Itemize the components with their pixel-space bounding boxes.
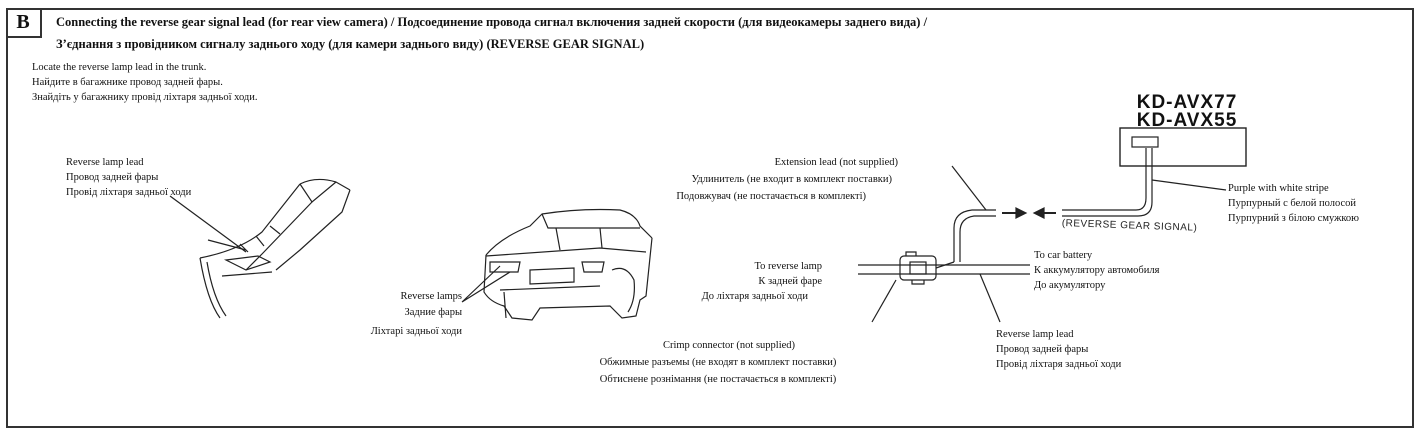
- label-line: Провід ліхтаря задньої ходи: [996, 359, 1122, 370]
- model-name: KD-AVX77: [1136, 92, 1238, 113]
- label-line: To reverse lamp: [754, 261, 822, 272]
- unit-model-labels: [1128, 94, 1246, 130]
- car-illustration: [462, 210, 652, 321]
- label-crimp-connector: [580, 337, 856, 388]
- label-line: Обжимные разъемы (не входят в комплект поставки): [599, 357, 837, 368]
- label-reverse-lamp-lead: [996, 327, 1121, 372]
- reverse-gear-signal-label: (REVERSE GEAR SIGNAL): [1061, 218, 1198, 234]
- label-line: Extension lead (not supplied): [774, 157, 898, 168]
- label-line: Провод задней фары: [66, 172, 159, 183]
- label-line: К аккумулятору автомобиля: [1034, 265, 1160, 276]
- label-line: К задней фаре: [758, 276, 822, 287]
- label-reverse-lamps: [318, 289, 462, 342]
- label-line: До акумулятору: [1034, 280, 1106, 291]
- model-name: KD-AVX55: [1136, 110, 1238, 131]
- label-line: Пурпурний з білою смужкою: [1228, 213, 1360, 224]
- label-line: Обтиснене рознімання (не постачається в комплекті): [599, 374, 837, 385]
- label-trunk-reverse-lamp-lead: [66, 155, 191, 200]
- label-line: До ліхтаря задньої ходи: [701, 291, 808, 302]
- label-purple-white-stripe: [1228, 181, 1359, 226]
- label-line: Удлинитель (не входит в комплект поставки): [691, 174, 892, 185]
- instruction-line: Locate the reverse lamp lead in the trunk.: [32, 62, 207, 73]
- section-badge: B: [6, 8, 42, 38]
- label-line: Reverse lamp lead: [996, 329, 1074, 340]
- label-line: Ліхтарі задньої ходи: [370, 326, 462, 337]
- instruction-line: Знайдіть у багажнику провід ліхтаря задньої ходи.: [32, 92, 258, 103]
- label-line: Purple with white stripe: [1228, 183, 1329, 194]
- instruction-line: Найдите в багажнике провод задней фары.: [32, 77, 223, 88]
- label-to-reverse-lamp: [680, 259, 822, 304]
- title-line-2: З’єднання з провідником сигналу заднього ходу (для камери заднього виду) (REVERSE GEAR SIGNAL): [56, 37, 645, 51]
- label-line: Reverse lamps: [400, 291, 462, 302]
- label-line: Провід ліхтаря задньої ходи: [66, 187, 192, 198]
- label-extension-lead: [620, 154, 898, 205]
- label-line: Пурпурный с белой полосой: [1228, 198, 1357, 209]
- label-line: Провод задней фары: [996, 344, 1089, 355]
- title-line-1: Connecting the reverse gear signal lead (for rear view camera) / Подсоединение провода сигнал включения задней скорости (для видеокамеры заднего вида) /: [56, 15, 928, 29]
- label-line: Задние фары: [404, 307, 462, 318]
- label-line: Reverse lamp lead: [66, 157, 144, 168]
- label-line: To car battery: [1034, 250, 1093, 261]
- label-line: Crimp connector (not supplied): [662, 340, 796, 351]
- label-to-car-battery: [1034, 248, 1159, 293]
- label-line: Подовжувач (не постачається в комплекті): [676, 191, 866, 202]
